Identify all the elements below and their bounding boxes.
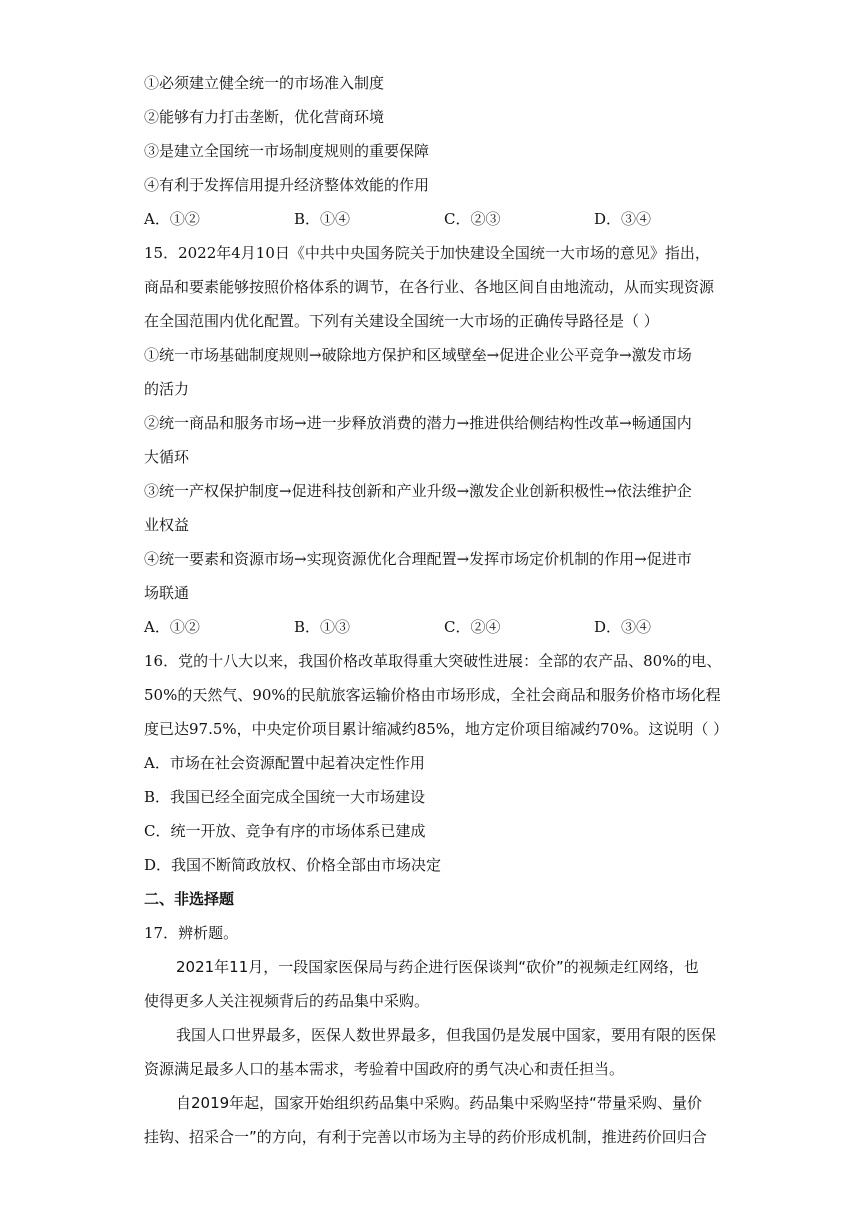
q15-option-d: D．③④	[594, 618, 652, 636]
q15-item-4-cont: 场联通	[144, 584, 190, 602]
q15-stem-line-2: 商品和要素能够按照价格体系的调节，在各行业、各地区间自由地流动，从而实现资源	[144, 278, 715, 296]
q17-paragraph-2-line-1: 我国人口世界最多，医保人数世界最多，但我国仍是发展中国家，要用有限的医保	[176, 1026, 717, 1044]
q14-item-2: ②能够有力打击垄断，优化营商环境	[144, 108, 385, 126]
q17-paragraph-2-line-2: 资源满足最多人口的基本需求，考验着中国政府的勇气决心和责任担当。	[144, 1060, 625, 1078]
q17-paragraph-1-line-1: 2021年11月，一段国家医保局与药企进行医保谈判“砍价”的视频走红网络，也	[176, 958, 699, 976]
section-title: 二、非选择题	[144, 890, 235, 908]
q16-option-c: C．统一开放、竞争有序的市场体系已建成	[144, 822, 426, 840]
q15-item-4: ④统一要素和资源市场→实现资源优化合理配置→发挥市场定价机制的作用→促进市	[144, 550, 692, 568]
q16-option-d: D．我国不断简政放权、价格全部由市场决定	[144, 856, 442, 874]
q14-item-3: ③是建立全国统一市场制度规则的重要保障	[144, 142, 430, 160]
q16-stem-line-3: 度已达97.5%，中央定价项目累计缩减约85%，地方定价项目缩减约70%。这说明（ ）	[144, 720, 729, 738]
q17-paragraph-1-line-2: 使得更多人关注视频背后的药品集中采购。	[144, 992, 430, 1010]
q15-option-a: A．①②	[144, 618, 200, 636]
q14-option-c: C．②③	[444, 210, 501, 228]
q17-paragraph-3-line-1: 自2019年起，国家开始组织药品集中采购。药品集中采购坚持“带量采购、量价	[176, 1094, 702, 1112]
q14-item-4: ④有利于发挥信用提升经济整体效能的作用	[144, 176, 430, 194]
q15-option-b: B．①③	[294, 618, 351, 636]
q15-stem-line-1: 15．2022年4月10日《中共中央国务院关于加快建设全国统一大市场的意见》指出，	[144, 244, 710, 262]
q15-item-1: ①统一市场基础制度规则→破除地方保护和区域壁垒→促进企业公平竞争→激发市场	[144, 346, 692, 364]
q14-item-1: ①必须建立健全统一的市场准入制度	[144, 74, 385, 92]
q15-item-2-cont: 大循环	[144, 448, 190, 466]
q15-options	[144, 617, 744, 637]
q16-option-a: A．市场在社会资源配置中起着决定性作用	[144, 754, 425, 772]
q16-option-b: B．我国已经全面完成全国统一大市场建设	[144, 788, 426, 806]
q17-label: 17．辨析题。	[144, 924, 239, 942]
q16-stem-line-2: 50%的天然气、90%的民航旅客运输价格由市场形成，全社会商品和服务价格市场化程	[144, 686, 721, 704]
q17-paragraph-3-line-2: 挂钩、招采合一”的方向，有利于完善以市场为主导的药价形成机制，推进药价回归合	[144, 1128, 707, 1146]
q14-option-a: A．①②	[144, 210, 200, 228]
q15-item-3-cont: 业权益	[144, 516, 190, 534]
q15-item-2: ②统一商品和服务市场→进一步释放消费的潜力→推进供给侧结构性改革→畅通国内	[144, 414, 692, 432]
q15-item-1-cont: 的活力	[144, 380, 190, 398]
q15-option-c: C．②④	[444, 618, 501, 636]
q15-item-3: ③统一产权保护制度→促进科技创新和产业升级→激发企业创新积极性→依法维护企	[144, 482, 692, 500]
q14-option-b: B．①④	[294, 210, 351, 228]
q15-stem-line-3: 在全国范围内优化配置。下列有关建设全国统一大市场的正确传导路径是（ ）	[144, 312, 659, 330]
q14-option-d: D．③④	[594, 210, 652, 228]
q14-options	[144, 209, 744, 229]
q16-stem-line-1: 16．党的十八大以来，我国价格改革取得重大突破性进展：全部的农产品、80%的电、	[144, 652, 722, 670]
